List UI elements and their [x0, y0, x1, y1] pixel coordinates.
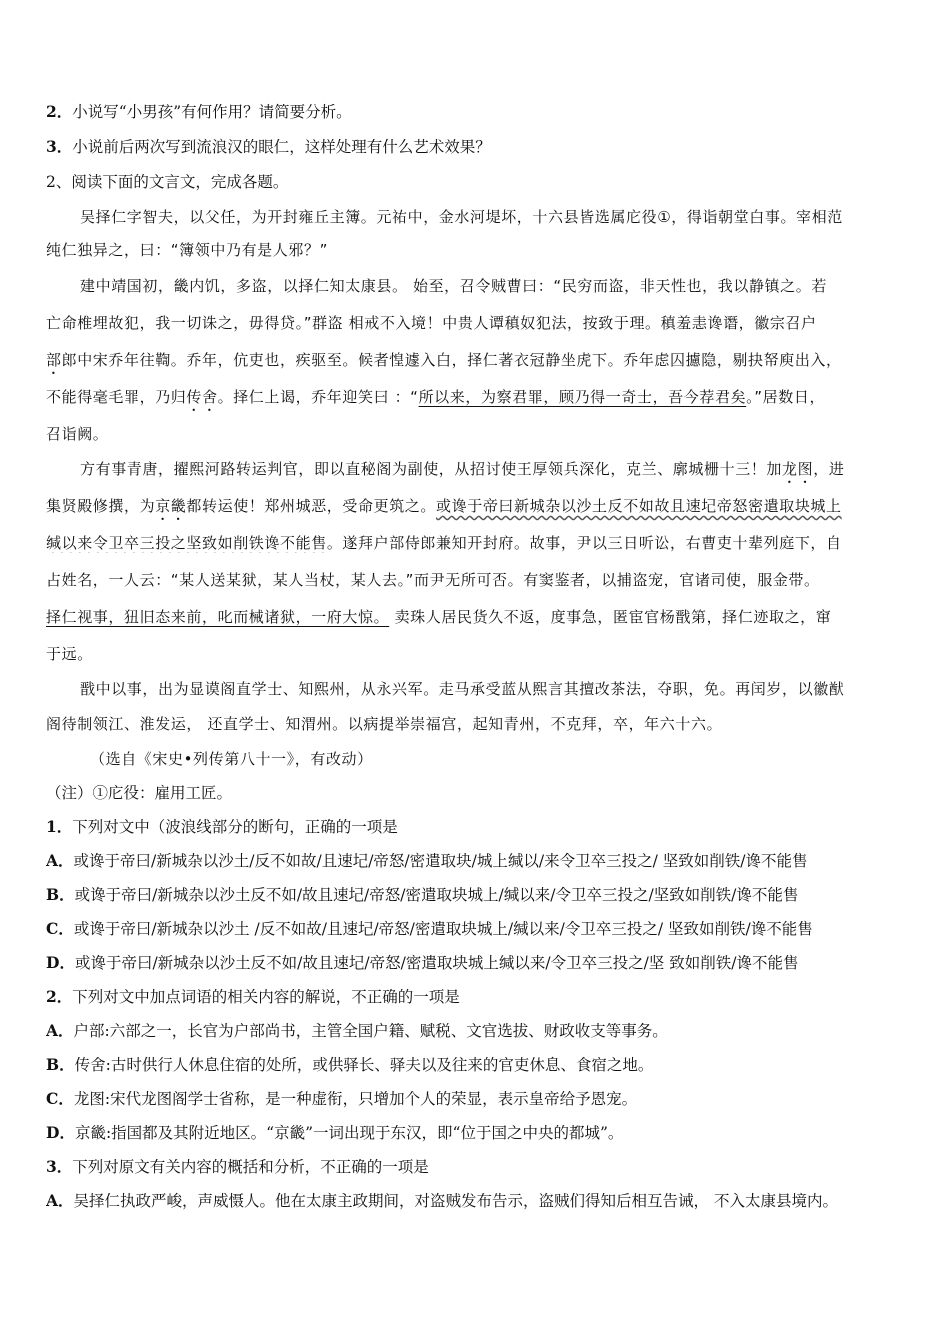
q2-option-c: C．龙图:宋代龙图阁学士省称，是一种虚衔，只增加个人的荣显，表示皇帝给予恩宠。	[46, 1089, 638, 1108]
question-2: 2．下列对文中加点词语的相关内容的解说，不正确的一项是	[46, 987, 460, 1006]
wavy-underlined-sentence: 缄以来令卫卒三投之坚致如削铁谗不能售	[46, 534, 327, 552]
q2-option-d: D．京畿:指国都及其附近地区。“京畿”一词出现于东汉，即“位于国之中央的都城”。	[46, 1123, 624, 1142]
underlined-sentence: 择仁视事，狃旧态来前，叱而械诸狱，一府大惊。	[46, 608, 390, 626]
passage-line: 于远。	[46, 645, 93, 663]
passage-line: 占姓名，一人云：“某人送某狱，某人当杖，某人去。”而尹无所可否。有窦鉴者，以捕盗宠，官诸司使，服金带。	[46, 571, 820, 589]
wavy-underlined-sentence: 或谗于帝曰新城杂以沙土反不如故且速圮帝怒密遣取块城上	[436, 497, 842, 515]
passage-line: 择仁视事，狃旧态来前，叱而械诸狱，一府大惊。 卖珠人居民货久不返，度事急，匿宦官杨戬第，择仁迹取之，窜	[46, 608, 832, 626]
underlined-sentence: 所以来，为察君罪，顾乃得一奇士，吾今荐君矣	[418, 388, 747, 406]
question-2-top: 2．小说写“小男孩”有何作用？请简要分析。	[46, 102, 352, 121]
q3-option-a: A．吴择仁执政严峻，声威慑人。他在太康主政期间，对盗贼发布告示，盗贼们得知后相互告诫， 不入太康县境内。	[46, 1191, 838, 1210]
passage-line: 不能得毫毛罪，乃归传舍。择仁上谒，乔年迎笑曰 ：“所以来，为察君罪，顾乃得一奇士，吾今荐君矣。”居数日，	[46, 388, 826, 406]
question-3-top: 3．小说前后两次写到流浪汉的眼仁，这样处理有什么艺术效果？	[46, 137, 491, 156]
passage-line: 亡命椎埋故犯，我一切诛之，毋得贷。”群盗 相戒不入境！中贵人谭稹奴犯法，按致于理。稹羞恚谗谮，徽宗召户	[46, 314, 817, 332]
passage-line: 方有事青唐，擢熙河路转运判官，即以直秘阁为副使，从招讨使王厚领兵深化，克兰、廓城栅十三！加龙图，进	[80, 460, 845, 478]
passage-line: 缄以来令卫卒三投之坚致如削铁谗不能售。遂拜户部侍郎兼知开封府。故事，尹以三日听讼，右曹吏十辈列庭下，自	[46, 534, 842, 552]
note: （注）①庀役：雇用工匠。	[46, 784, 233, 802]
dotted-term: 京畿	[155, 497, 187, 515]
q1-option-b: B．或谗于帝曰/新城杂以沙土反不如/故且速圮/帝怒/密遣取块城上/缄以来/令卫卒三投之/坚致如削铁/谗不能售	[46, 885, 799, 904]
passage-line: 阁待制领江、淮发运， 还直学士、知渭州。以病提举崇福宫，起知青州，不克拜，卒，年六十六。	[46, 715, 723, 733]
dotted-term: 传舍	[186, 388, 218, 406]
passage-line: 纯仁独异之，曰：“簿领中乃有是人邪？”	[46, 241, 328, 259]
dotted-term: 部	[46, 351, 62, 369]
q1-option-a: A．或谗于帝曰/新城杂以沙土/反不如故/且速圮/帝怒/密遣取块/城上缄以/来令卫卒三投之/ 坚致如削铁/谗不能售	[46, 851, 808, 870]
section-2-title: 2、阅读下面的文言文，完成各题。	[46, 173, 289, 191]
passage-line: 吴择仁字智夫，以父任，为开封雍丘主簿。元祐中，金水河堤坏，十六县皆选属庀役①，得诣朝堂白事。宰相范	[80, 208, 843, 226]
passage-line: 戬中以事，出为显谟阁直学士、知熙州，从永兴军。走马承受蓝从熙言其擅改茶法，夺职，免。再闰岁，以徽猷	[80, 680, 845, 698]
passage-line: 召诣阙。	[46, 425, 109, 443]
passage-line: 集贤殿修撰，为京畿都转运使！郑州城恶，受命更筑之。或谗于帝曰新城杂以沙土反不如故且速圮帝怒密遣取块城上	[46, 497, 842, 515]
q2-option-a: A．户部:六部之一，长官为户部尚书，主管全国户籍、赋税、文官选拔、财政收支等事务。	[46, 1021, 668, 1040]
q1-option-c: C．或谗于帝曰/新城杂以沙土 /反不如故/且速圮/帝怒/密遣取块城上/缄以来/令卫卒三投之/ 坚致如削铁/谗不能售	[46, 919, 813, 938]
dotted-term: 龙图	[782, 460, 814, 478]
passage-line: 建中靖国初，畿内饥，多盗，以择仁知太康县。 始至，召令贼曹曰：“民穷而盗，非天性也，我以静镇之。若	[80, 277, 827, 295]
q2-option-b: B．传舍:古时供行人休息住宿的处所，或供驿长、驿夫以及往来的官吏休息、食宿之地。	[46, 1055, 654, 1074]
question-3: 3．下列对原文有关内容的概括和分析，不正确的一项是	[46, 1157, 429, 1176]
question-1: 1．下列对文中（波浪线部分的断句，正确的一项是	[46, 817, 398, 836]
passage-source: （选自《宋史•列传第八十一》，有改动）	[90, 750, 373, 768]
q1-option-d: D．或谗于帝曰/新城杂以沙土反不如/故且速圮/帝怒/密遣取块城上缄以来/令卫卒三投之/坚 致如削铁/谗不能售	[46, 953, 799, 972]
passage-line: 部郎中宋乔年往鞫。乔年，伉吏也，疾驱至。候者惶遽入白，择仁著衣冠静坐虎下。乔年虑囚攄隐，剔抉帑庾出入，	[46, 351, 842, 369]
